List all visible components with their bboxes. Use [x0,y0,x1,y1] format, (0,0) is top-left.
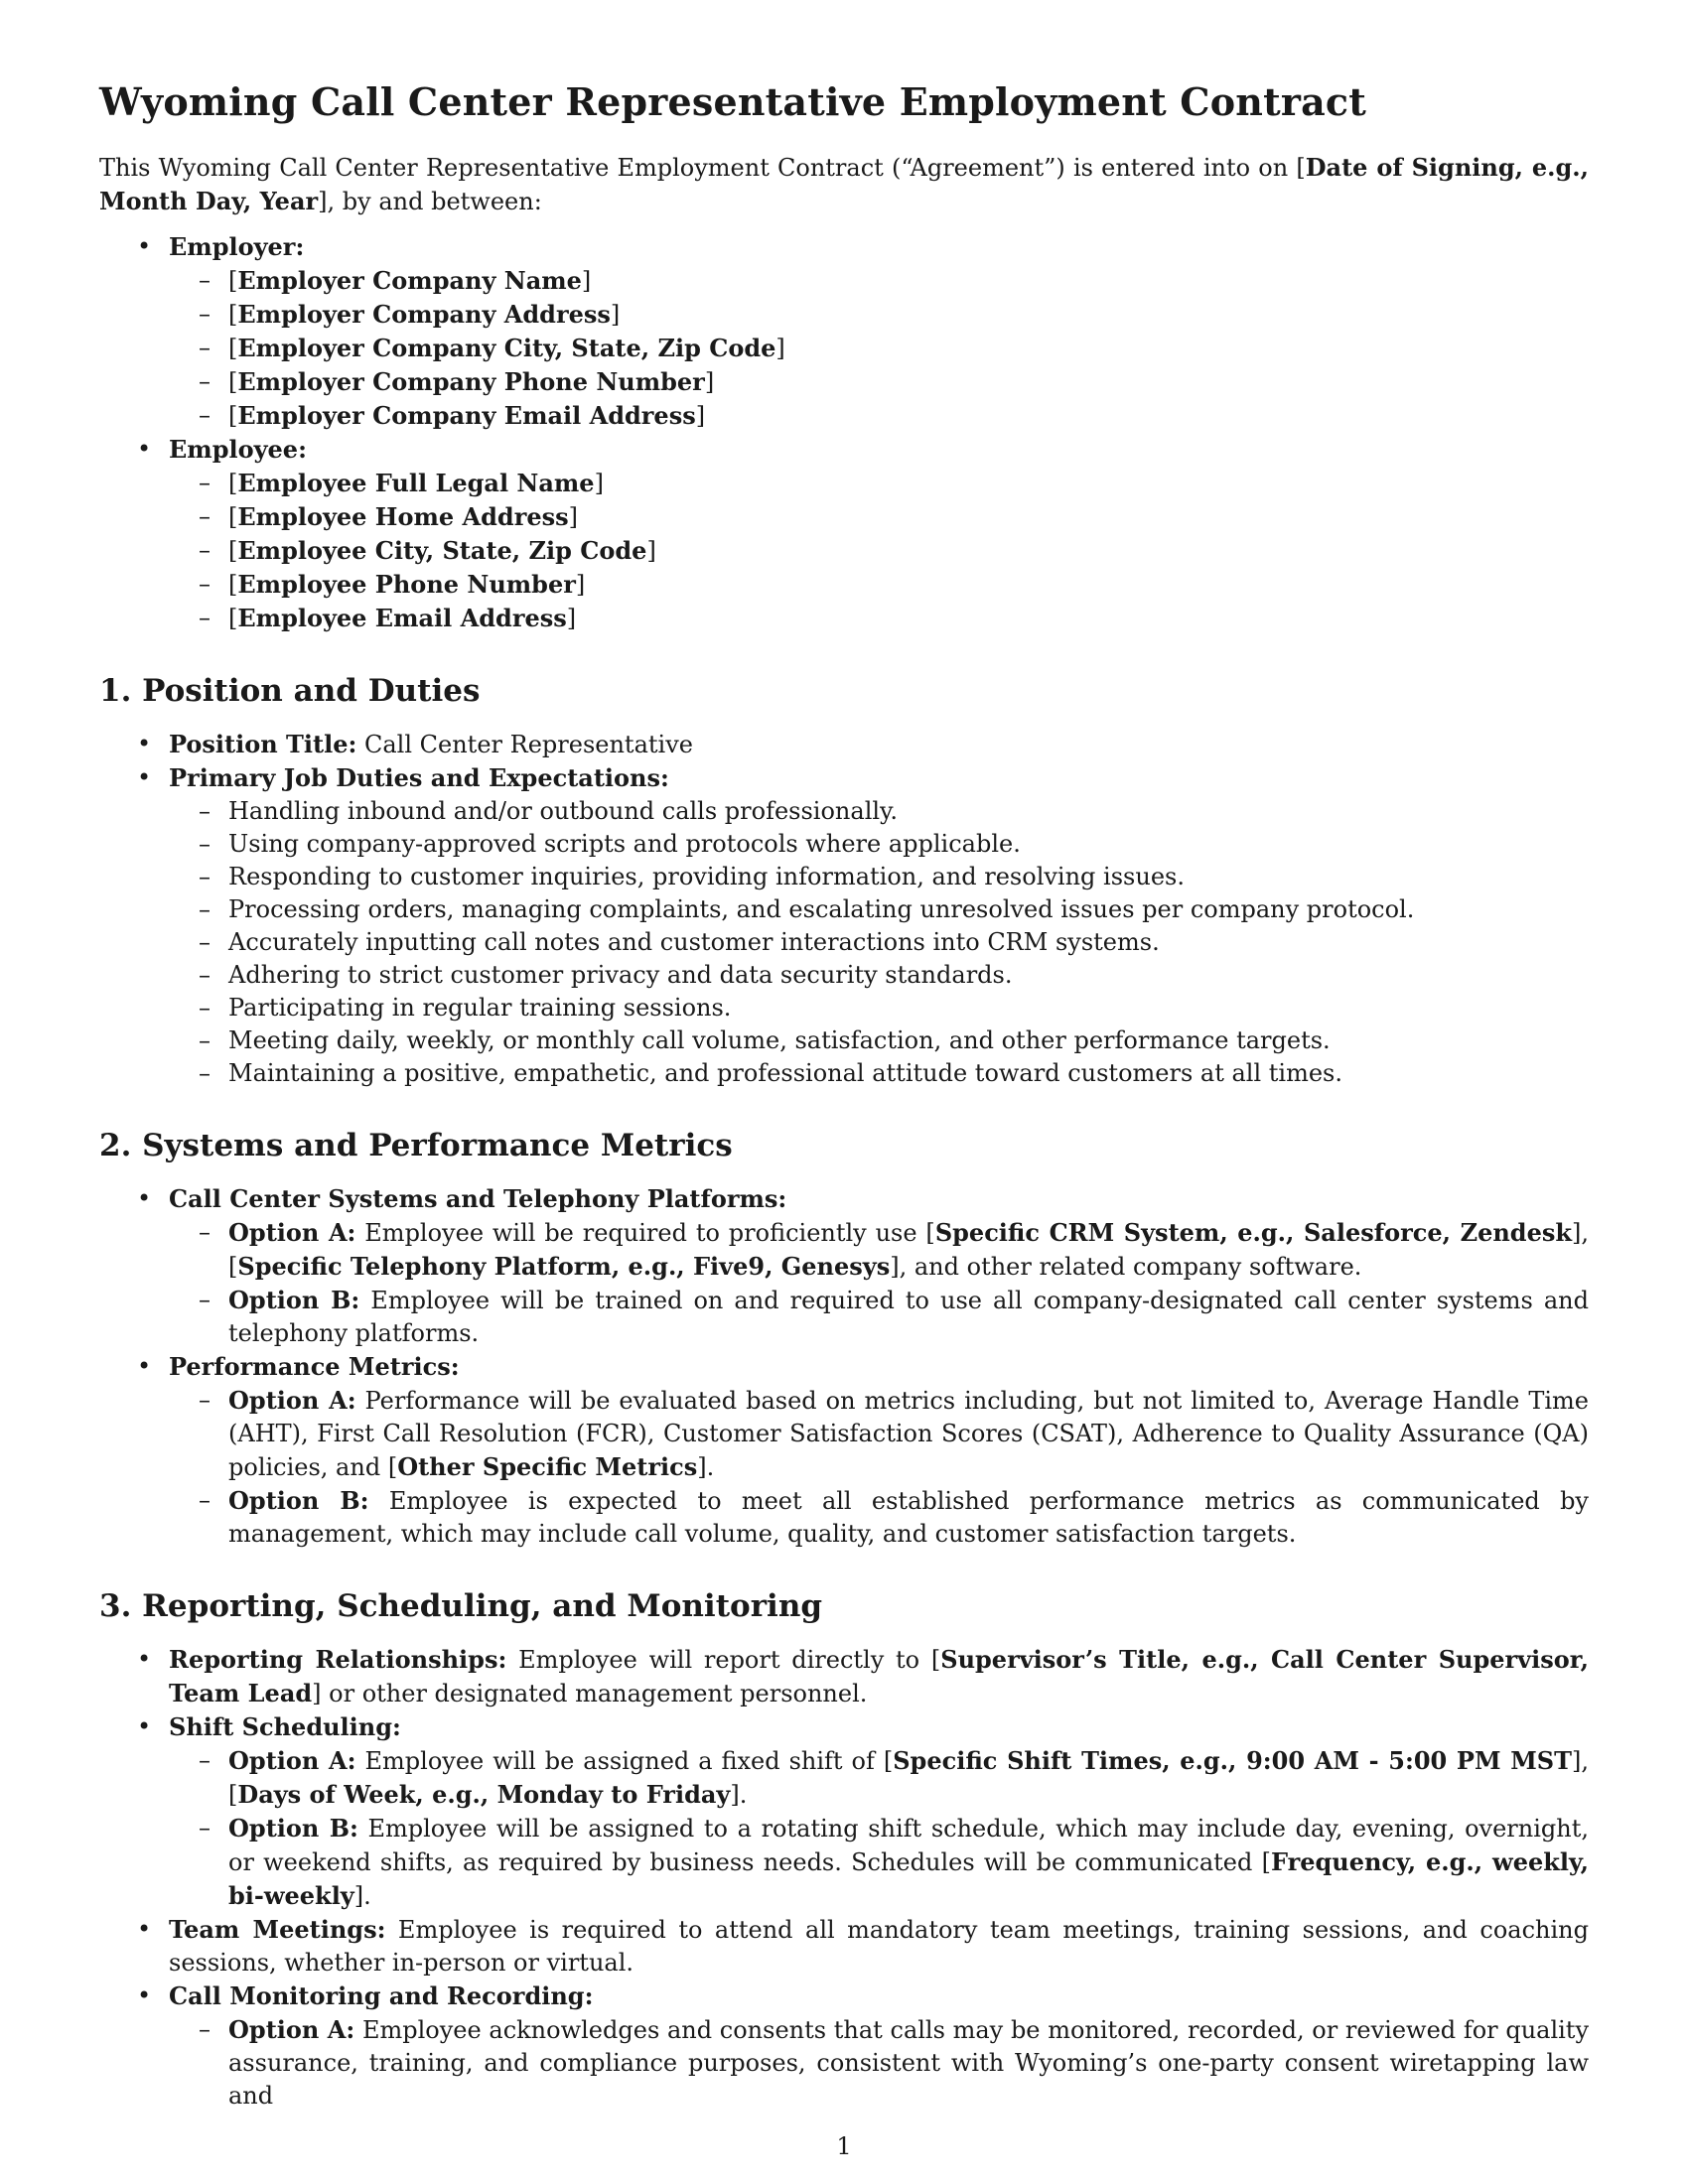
option-text: Employee will be assigned a fixed shift of [ [355,1747,894,1776]
placeholder: Employer Company City, State, Zip Code [237,333,776,362]
employer-detail: – [Employer Company Email Address] [169,399,1589,433]
placeholder: Employer Company Name [237,265,582,295]
item-text: Employee will report directly to [ [506,1646,941,1675]
option-text: Employee acknowledges and consents that calls may be monitored, recorded, or reviewed for quality assurance, training, and compliance purposes, consistent with Wyoming’s one-party consent wiretapping law and [228,2016,1590,2111]
shift-item [99,1710,1589,1913]
employee-label: Employee: [169,434,307,464]
employee-detail: – [Employee Email Address] [169,602,1589,635]
option-label: Option B: [228,1285,360,1314]
option-label: Option B: [228,1814,358,1843]
duties-label: Primary Job Duties and Expectations: [169,762,669,792]
option-text: Performance will be evaluated based on metrics including, but not limited to, Average Handle Time (AHT), First Call Resolution (FCR), Customer Satisfaction Scores (CSAT), Adherence to Quality Assurance (QA) policies, and [ [228,1386,1590,1481]
employer-label: Employer: [169,231,305,261]
employer-details [169,264,1589,433]
option-text: ], [ [228,1747,1589,1810]
section-heading-reporting: 3. Reporting, Scheduling, and Monitoring [99,1587,823,1624]
reporting-item [99,1643,1589,1710]
monitoring-label: Call Monitoring and Recording: [169,1981,594,2011]
placeholder: Employee City, State, Zip Code [237,535,647,565]
employee-detail: – [Employee Phone Number] [169,568,1589,602]
placeholder: Employee Full Legal Name [237,468,595,497]
employee-item [99,433,1589,635]
section-heading-systems: 2. Systems and Performance Metrics [99,1127,733,1163]
section-heading-position: 1. Position and Duties [99,672,481,709]
metrics-item [99,1350,1589,1551]
employer-detail: – [Employer Company Phone Number] [169,365,1589,399]
systems-option-b [169,1284,1589,1350]
duties-list [169,795,1589,1090]
document-title: Wyoming Call Center Representative Employment Contract [99,79,1367,124]
intro-paragraph [99,151,1589,218]
option-label: Option A: [228,2015,355,2045]
option-text: ]. [730,1781,748,1810]
employee-detail: – [Employee Full Legal Name] [169,467,1589,500]
shift-option-b [169,1812,1589,1913]
duties-item [99,761,1589,1090]
reporting-label: Reporting Relationships: [169,1645,507,1675]
placeholder: Supervisor’s Title, e.g., Call Center Supervisor, Team Lead [169,1645,1590,1708]
position-title-label: Position Title: [169,729,357,758]
placeholder: Employee Email Address [237,603,567,632]
employer-detail: – [Employer Company Address] [169,298,1589,332]
reporting-list [99,1643,1589,2113]
duty-item: – Maintaining a positive, empathetic, and professional attitude toward customers at all times. [169,1057,1589,1090]
placeholder: Employer Company Address [237,299,611,329]
systems-options [169,1216,1589,1350]
option-text: ]. [697,1452,715,1481]
page-number: 1 [836,2132,852,2160]
placeholder: Specific CRM System, e.g., Salesforce, Zendesk [934,1217,1572,1247]
placeholder: Employer Company Phone Number [237,366,705,396]
placeholder: Specific Shift Times, e.g., 9:00 AM - 5:00 PM MST [893,1746,1572,1776]
employee-details [169,467,1589,635]
employee-detail: – [Employee City, State, Zip Code] [169,534,1589,568]
position-title-item [99,728,1589,761]
option-label: Option B: [228,1485,369,1515]
employer-detail: – [Employer Company City, State, Zip Code] [169,332,1589,365]
duty-item: – Processing orders, managing complaints, and escalating unresolved issues per company protocol. [169,893,1589,926]
placeholder: Days of Week, e.g., Monday to Friday [237,1780,731,1810]
position-list [99,728,1589,1090]
systems-item [99,1182,1589,1350]
employer-detail: – [Employer Company Name] [169,264,1589,298]
monitoring-item [99,1979,1589,2113]
shift-label: Shift Scheduling: [169,1712,401,1742]
meetings-item [99,1913,1589,1979]
metrics-options [169,1384,1589,1551]
item-text: ] or other designated management personnel. [312,1680,868,1708]
placeholder: Specific Telephony Platform, e.g., Five9, Genesys [237,1251,891,1281]
option-label: Option A: [228,1217,356,1247]
placeholder: Employer Company Email Address [237,400,696,430]
placeholder: Other Specific Metrics [397,1451,698,1481]
systems-option-a [169,1216,1589,1284]
duty-item: – Handling inbound and/or outbound calls professionally. [169,795,1589,828]
monitoring-option-a [169,2013,1589,2113]
duty-item: – Meeting daily, weekly, or monthly call volume, satisfaction, and other performance targets. [169,1024,1589,1057]
option-label: Option A: [228,1746,356,1776]
shift-option-a [169,1744,1589,1812]
item-text: Employee is required to attend all mandatory team meetings, training sessions, and coaching sessions, whether in-person or virtual. [169,1916,1589,1978]
duty-item: – Using company-approved scripts and protocols where applicable. [169,828,1589,861]
employee-detail: – [Employee Home Address] [169,500,1589,534]
option-text: ], [ [228,1218,1589,1281]
placeholder: Employee Home Address [237,501,569,531]
systems-label: Call Center Systems and Telephony Platforms: [169,1183,787,1213]
option-label: Option A: [228,1385,356,1415]
metrics-option-a [169,1384,1589,1484]
employer-item [99,230,1589,433]
option-text: ], and other related company software. [890,1252,1362,1281]
monitoring-options [169,2013,1589,2113]
option-text: ]. [353,1882,371,1911]
position-title-value: Call Center Representative [356,730,693,758]
intro-text: This Wyoming Call Center Representative Employment Contract (“Agreement”) is entered into on [ [99,153,1306,182]
parties-list [99,230,1589,635]
duty-item: – Responding to customer inquiries, providing information, and resolving issues. [169,861,1589,893]
option-text: Employee will be trained on and required to use all company-designated call center systems and telephony platforms. [228,1286,1589,1347]
duty-item: – Participating in regular training sessions. [169,992,1589,1024]
duty-item: – Adhering to strict customer privacy and data security standards. [169,959,1589,992]
option-text: Employee will be assigned to a rotating shift schedule, which may include day, evening, overnight, or weekend shifts, as required by business needs. Schedules will be communicated [ [228,1815,1589,1877]
duty-item: – Accurately inputting call notes and customer interactions into CRM systems. [169,926,1589,959]
option-text: Employee is expected to meet all established performance metrics as communicated by management, which may include call volume, quality, and customer satisfaction targets. [228,1486,1589,1548]
meetings-label: Team Meetings: [169,1915,386,1945]
metrics-label: Performance Metrics: [169,1351,460,1381]
document-page [99,79,1589,2113]
placeholder: Frequency, e.g., weekly, bi-weekly [228,1847,1589,1911]
option-text: Employee will be required to proficiently use [ [355,1218,935,1247]
placeholder: Employee Phone Number [237,569,576,599]
shift-options [169,1744,1589,1913]
intro-text: ], by and between: [318,187,542,215]
systems-list [99,1182,1589,1551]
signing-date-placeholder: Date of Signing, e.g., Month Day, Year [99,152,1590,215]
metrics-option-b [169,1484,1589,1551]
